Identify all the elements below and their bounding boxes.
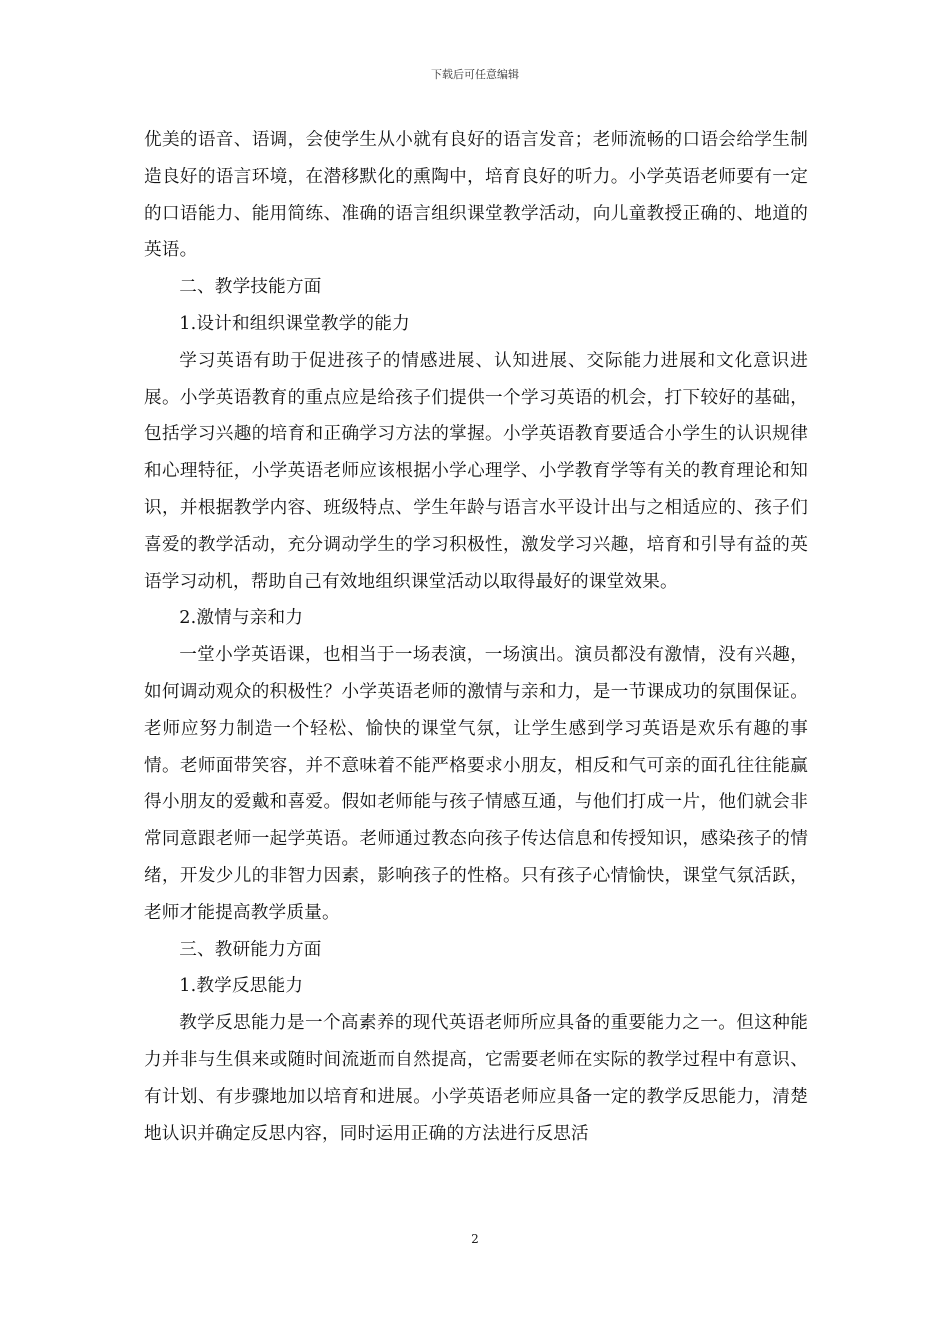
page-number: 2 bbox=[471, 1232, 479, 1246]
section-heading-research-ability: 三、教研能力方面 bbox=[179, 939, 322, 960]
subsection-heading-reflection: 1.教学反思能力 bbox=[179, 976, 304, 997]
document-body bbox=[144, 122, 808, 1152]
subsection-heading-design-organize: 1.设计和组织课堂教学的能力 bbox=[179, 313, 410, 334]
section-heading-teaching-skills: 二、教学技能方面 bbox=[179, 277, 322, 298]
page-header-note: 下载后可任意编辑 bbox=[431, 68, 519, 81]
paragraph-design-organize: 学习英语有助于促进孩子的情感进展、认知进展、交际能力进展和文化意识进展。小学英语教育的重点应是给孩子们提供一个学习英语的机会，打下较好的基础，包括学习兴趣的培育和正确学习方法的掌握。小学英语教育要适合小学生的认识规律和心理特征，小学英语老师应该根据小学心理学、小学教育学等有关的教育理论和知识，并根据教学内容、班级特点、学生年龄与语言水平设计出与之相适应的、孩子们喜爱的教学活动，充分调动学生的学习积极性，激发学习兴趣，培育和引导有益的英语学习动机，帮助自己有效地组织课堂活动以取得最好的课堂效果。 bbox=[144, 350, 808, 592]
subsection-heading-passion-affinity: 2.激情与亲和力 bbox=[179, 608, 304, 629]
paragraph-reflection: 教学反思能力是一个高素养的现代英语老师所应具备的重要能力之一。但这种能力并非与生俱来或随时间流逝而自然提高，它需要老师在实际的教学过程中有意识、有计划、有步骤地加以培育和进展。小学英语老师应具备一定的教学反思能力，清楚地认识并确定反思内容，同时运用正确的方法进行反思活 bbox=[144, 1013, 808, 1144]
paragraph-passion-affinity: 一堂小学英语课，也相当于一场表演，一场演出。演员都没有激情，没有兴趣，如何调动观众的积极性？小学英语老师的激情与亲和力，是一节课成功的氛围保证。老师应努力制造一个轻松、愉快的课堂气氛，让学生感到学习英语是欢乐有趣的事情。老师面带笑容，并不意味着不能严格要求小朋友，相反和气可亲的面孔往往能赢得小朋友的爱戴和喜爱。假如老师能与孩子情感互通，与他们打成一片，他们就会非常同意跟老师一起学英语。老师通过教态向孩子传达信息和传授知识，感染孩子的情绪，开发少儿的非智力因素，影响孩子的性格。只有孩子心情愉快，课堂气氛活跃，老师才能提高教学质量。 bbox=[144, 645, 808, 923]
paragraph-continued: 优美的语音、语调，会使学生从小就有良好的语言发音；老师流畅的口语会给学生制造良好的语言环境，在潜移默化的熏陶中，培育良好的听力。小学英语老师要有一定的口语能力、能用简练、准确的语言组织课堂教学活动，向儿童教授正确的、地道的英语。 bbox=[144, 130, 808, 261]
